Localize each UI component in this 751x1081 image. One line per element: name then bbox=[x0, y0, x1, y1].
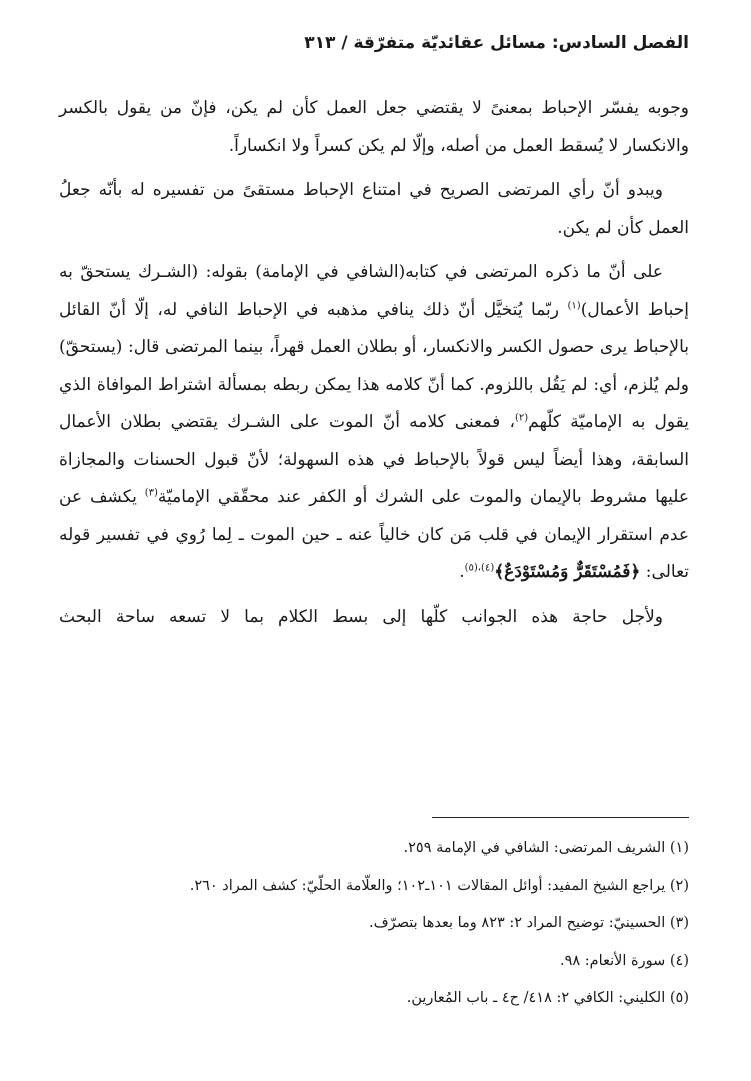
paragraph-4 bbox=[59, 599, 689, 637]
body-text bbox=[59, 90, 689, 643]
paragraph-text: على أنّ ما ذكره المرتضى في كتابه(الشافي في الإمامة) بقوله: (الشـرك يستحقّ به إحباط الأعمال) bbox=[59, 262, 689, 320]
footnote-4: (٤) سورة الأنعام: ٩٨. bbox=[560, 952, 689, 969]
footnote-ref-3[interactable]: (٣) bbox=[144, 487, 158, 499]
paragraph-3 bbox=[59, 254, 689, 592]
paragraph-text: ويبدو أنّ رأي المرتضى الصريح في امتناع الإحباط مستقىً من تفسيره له بأنّه جعلُ العمل كأن لم يكن. bbox=[59, 180, 689, 238]
paragraph-text: ، فمعنى كلامه أنّ الموت على الشـرك يقتضي بطلان الأعمال السابقة، وهذا أيضاً ليس قولاً بالإحباط في هذه السهولة؛ لأنّ قبول الحسنات والمجازاة عليها مشروط بالإيمان والموت على الشرك أو الكفر عند محقّقي الإماميّة bbox=[59, 412, 689, 507]
footnote-ref-2[interactable]: (٢) bbox=[514, 412, 529, 424]
paragraph-1 bbox=[59, 90, 689, 165]
paragraph-text: . bbox=[459, 562, 465, 582]
running-header: الفصل السادس: مسائل عقائديّة متفرّقة / ٣١٣ bbox=[304, 33, 689, 53]
paragraph-text: ربّما يُتخيَّل أنّ ذلك ينافي مذهبه في الإحباط النافي له، إلّا أنّ القائل بالإحباط يرى حصول الكسر والانكسار، أو بطلان العمل قهراً، بينما المرتضى قال: (يستحقّ) ولم يُلزم، أي: لم يَقُل باللزوم. كما أنّ كلامه هذا يمكن ربطه بمسألة اشتراط الموافاة الذي يقول به الإماميّة كلّهم bbox=[59, 299, 689, 432]
paragraph-text: وجوبه يفسّر الإحباط بمعنىً لا يقتضي جعل العمل كأن لم يكن، فإنّ من يقول بالكسر والانكسار لا يُسقط العمل من أصله، وإلّا لم يكن كسراً ولا انكساراً. bbox=[59, 98, 689, 156]
footnote-ref-1[interactable]: (١) bbox=[567, 299, 581, 311]
paragraph-2 bbox=[59, 172, 689, 247]
footnote-5: (٥) الكليني: الكافي ٢: ٤١٨/ ح٤ ـ باب المُعارين. bbox=[406, 990, 689, 1006]
footnotes bbox=[59, 830, 689, 1018]
footnote-2: (٢) يراجع الشيخ المفيد: أوائل المقالات ١٠١ـ١٠٢؛ والعلّامة الحلّيّ: كشف المراد ٢٦٠. bbox=[189, 877, 689, 894]
footnote-ref-4-5[interactable]: (٤)،(٥) bbox=[464, 562, 495, 574]
paragraph-text: ولأجل حاجة هذه الجوانب كلّها إلى بسط الكلام بما لا تسعه ساحة البحث bbox=[59, 606, 663, 627]
paragraph-text: يكشف عن عدم استقرار الإيمان في قلب مَن كان خالياً عنه ـ حين الموت ـ لِما رُوي في تفسير قوله تعالى: bbox=[59, 487, 689, 582]
quran-verse: ﴿فَمُسْتَقَرٌّ وَمُسْتَوْدَعٌ﴾ bbox=[494, 562, 641, 582]
footnote-3: (٣) الحسينيّ: توضيح المراد ٢: ٨٢٣ وما بعدها بتصرّف. bbox=[369, 915, 689, 931]
footnote-separator bbox=[432, 817, 689, 818]
footnote-1: (١) الشريف المرتضى: الشافي في الإمامة ٢٥٩. bbox=[403, 840, 689, 856]
